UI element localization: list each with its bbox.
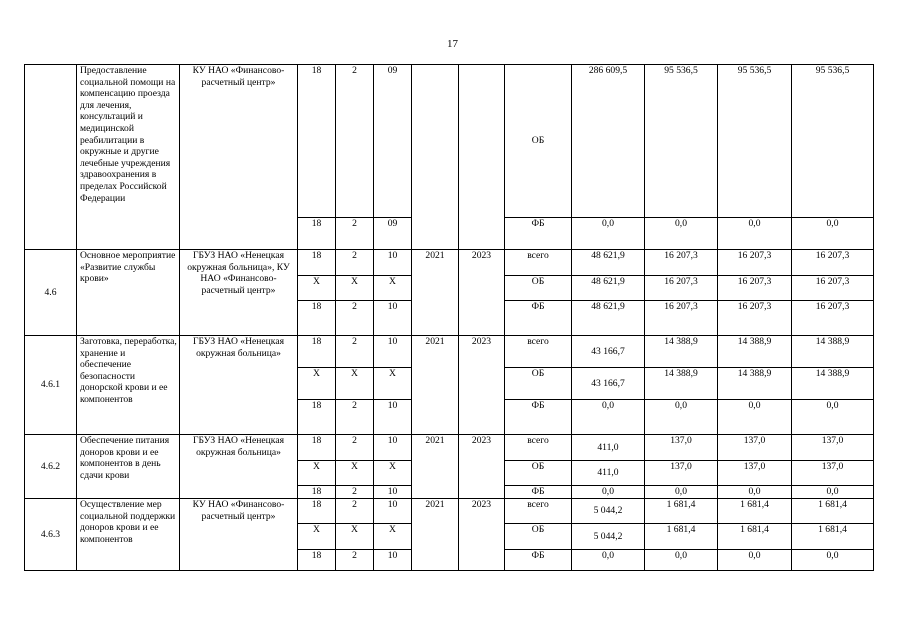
measure-name: Обеспечение питания доноров крови и ее компонентов в день сдачи крови bbox=[77, 435, 180, 499]
measure-name: Осуществление мер социальной поддержки доноров крови и ее компонентов bbox=[77, 499, 180, 571]
funding-source: ФБ bbox=[505, 550, 572, 571]
code-gp: X bbox=[298, 461, 336, 486]
code-gp: 18 bbox=[298, 499, 336, 524]
funding-source: ФБ bbox=[505, 486, 572, 499]
value-2023: 14 388,9 bbox=[792, 336, 874, 368]
responsible-executor: ГБУЗ НАО «Ненецкая окружная больница», КУ НАО «Финансово-расчетный центр» bbox=[180, 250, 298, 336]
value-total: 43 166,7 bbox=[572, 368, 645, 400]
code-om: 10 bbox=[374, 499, 412, 524]
value-total: 48 621,9 bbox=[572, 301, 645, 336]
responsible-executor: КУ НАО «Финансово-расчетный центр» bbox=[180, 499, 298, 571]
value-2022: 1 681,4 bbox=[718, 524, 792, 550]
value-total: 0,0 bbox=[572, 400, 645, 435]
value-total: 48 621,9 bbox=[572, 250, 645, 276]
funding-source: всего bbox=[505, 336, 572, 368]
value-2023: 0,0 bbox=[792, 400, 874, 435]
value-2022: 16 207,3 bbox=[718, 301, 792, 336]
measure-name: Предоставление социальной помощи на компенсацию проезда для лечения, консультаций и медицинской реабилитации в окружные и другие лечебные учреждения здравоохранения в пределах Российской Федерации bbox=[77, 65, 180, 250]
value-2023: 95 536,5 bbox=[792, 65, 874, 218]
value-2023: 16 207,3 bbox=[792, 250, 874, 276]
funding-source: ФБ bbox=[505, 218, 572, 250]
value-2021: 16 207,3 bbox=[645, 250, 718, 276]
code-pp: X bbox=[336, 276, 374, 301]
value-2021: 14 388,9 bbox=[645, 336, 718, 368]
value-2023: 137,0 bbox=[792, 461, 874, 486]
item-number-cell bbox=[25, 65, 77, 250]
funding-source: всего bbox=[505, 499, 572, 524]
year-end bbox=[459, 65, 505, 250]
code-pp: X bbox=[336, 524, 374, 550]
code-pp: 2 bbox=[336, 400, 374, 435]
value-2023: 137,0 bbox=[792, 435, 874, 461]
item-number: 4.6 bbox=[25, 250, 77, 336]
value-2021: 16 207,3 bbox=[645, 276, 718, 301]
code-pp: 2 bbox=[336, 218, 374, 250]
value-total: 48 621,9 bbox=[572, 276, 645, 301]
value-2022: 0,0 bbox=[718, 400, 792, 435]
code-om: 10 bbox=[374, 400, 412, 435]
value-2022: 16 207,3 bbox=[718, 276, 792, 301]
code-om: X bbox=[374, 276, 412, 301]
table-row bbox=[25, 499, 874, 524]
value-2023: 16 207,3 bbox=[792, 301, 874, 336]
value-2023: 0,0 bbox=[792, 218, 874, 250]
value-2022: 0,0 bbox=[718, 550, 792, 571]
value-2021: 137,0 bbox=[645, 461, 718, 486]
value-2023: 14 388,9 bbox=[792, 368, 874, 400]
value-2023: 1 681,4 bbox=[792, 524, 874, 550]
value-total: 0,0 bbox=[572, 550, 645, 571]
code-gp: 18 bbox=[298, 486, 336, 499]
code-gp: 18 bbox=[298, 65, 336, 218]
value-2021: 16 207,3 bbox=[645, 301, 718, 336]
value-total: 5 044,2 bbox=[572, 499, 645, 524]
value-2023: 1 681,4 bbox=[792, 499, 874, 524]
value-total: 411,0 bbox=[572, 461, 645, 486]
value-total: 5 044,2 bbox=[572, 524, 645, 550]
measure-name: Основное мероприятие «Развитие службы крови» bbox=[77, 250, 180, 336]
code-pp: 2 bbox=[336, 486, 374, 499]
responsible-executor: ГБУЗ НАО «Ненецкая окружная больница» bbox=[180, 336, 298, 435]
value-2022: 137,0 bbox=[718, 461, 792, 486]
item-number: 4.6.1 bbox=[25, 336, 77, 435]
code-pp: 2 bbox=[336, 499, 374, 524]
value-2023: 16 207,3 bbox=[792, 276, 874, 301]
code-gp: 18 bbox=[298, 301, 336, 336]
value-2021: 1 681,4 bbox=[645, 524, 718, 550]
value-total: 43 166,7 bbox=[572, 336, 645, 368]
page-number: 17 bbox=[447, 38, 458, 50]
value-2022: 137,0 bbox=[718, 435, 792, 461]
value-total: 411,0 bbox=[572, 435, 645, 461]
table-row bbox=[25, 336, 874, 368]
code-pp: 2 bbox=[336, 65, 374, 218]
table-row bbox=[25, 250, 874, 276]
code-om: 10 bbox=[374, 250, 412, 276]
code-om: X bbox=[374, 368, 412, 400]
responsible-executor: КУ НАО «Финансово-расчетный центр» bbox=[180, 65, 298, 250]
year-end: 2023 bbox=[459, 336, 505, 435]
value-2021: 95 536,5 bbox=[645, 65, 718, 218]
funding-source: ОБ bbox=[505, 65, 572, 218]
code-om: X bbox=[374, 524, 412, 550]
year-start: 2021 bbox=[412, 499, 459, 571]
value-2021: 0,0 bbox=[645, 400, 718, 435]
code-om: 10 bbox=[374, 435, 412, 461]
funding-source: ОБ bbox=[505, 276, 572, 301]
value-2021: 0,0 bbox=[645, 218, 718, 250]
table-row bbox=[25, 65, 874, 218]
table-row bbox=[25, 435, 874, 461]
budget-table bbox=[24, 64, 874, 571]
value-2022: 0,0 bbox=[718, 218, 792, 250]
value-total: 286 609,5 bbox=[572, 65, 645, 218]
year-start bbox=[412, 65, 459, 250]
year-start: 2021 bbox=[412, 435, 459, 499]
funding-source: ФБ bbox=[505, 400, 572, 435]
measure-name: Заготовка, переработка, хранение и обеспечение безопасности донорской крови и ее компонентов bbox=[77, 336, 180, 435]
value-total: 0,0 bbox=[572, 486, 645, 499]
code-om: X bbox=[374, 461, 412, 486]
funding-source: ОБ bbox=[505, 368, 572, 400]
item-number: 4.6.2 bbox=[25, 435, 77, 499]
funding-source: всего bbox=[505, 250, 572, 276]
code-om: 09 bbox=[374, 65, 412, 218]
value-total: 0,0 bbox=[572, 218, 645, 250]
code-gp: 18 bbox=[298, 336, 336, 368]
year-end: 2023 bbox=[459, 250, 505, 336]
value-2022: 14 388,9 bbox=[718, 336, 792, 368]
code-om: 10 bbox=[374, 336, 412, 368]
code-om: 10 bbox=[374, 486, 412, 499]
responsible-executor: ГБУЗ НАО «Ненецкая окружная больница» bbox=[180, 435, 298, 499]
value-2021: 14 388,9 bbox=[645, 368, 718, 400]
value-2022: 95 536,5 bbox=[718, 65, 792, 218]
code-gp: 18 bbox=[298, 218, 336, 250]
funding-source: ОБ bbox=[505, 461, 572, 486]
value-2022: 14 388,9 bbox=[718, 368, 792, 400]
code-pp: 2 bbox=[336, 336, 374, 368]
value-2021: 0,0 bbox=[645, 486, 718, 499]
funding-source: всего bbox=[505, 435, 572, 461]
code-om: 10 bbox=[374, 550, 412, 571]
code-gp: X bbox=[298, 368, 336, 400]
code-gp: 18 bbox=[298, 250, 336, 276]
year-end: 2023 bbox=[459, 435, 505, 499]
code-pp: 2 bbox=[336, 435, 374, 461]
code-om: 09 bbox=[374, 218, 412, 250]
value-2021: 0,0 bbox=[645, 550, 718, 571]
code-pp: X bbox=[336, 368, 374, 400]
value-2022: 0,0 bbox=[718, 486, 792, 499]
code-gp: 18 bbox=[298, 435, 336, 461]
code-pp: 2 bbox=[336, 550, 374, 571]
code-om: 10 bbox=[374, 301, 412, 336]
value-2022: 16 207,3 bbox=[718, 250, 792, 276]
code-gp: 18 bbox=[298, 550, 336, 571]
code-pp: X bbox=[336, 461, 374, 486]
funding-source: ФБ bbox=[505, 301, 572, 336]
year-start: 2021 bbox=[412, 250, 459, 336]
year-start: 2021 bbox=[412, 336, 459, 435]
code-gp: X bbox=[298, 276, 336, 301]
code-gp: 18 bbox=[298, 400, 336, 435]
value-2021: 1 681,4 bbox=[645, 499, 718, 524]
value-2023: 0,0 bbox=[792, 550, 874, 571]
item-number: 4.6.3 bbox=[25, 499, 77, 571]
code-pp: 2 bbox=[336, 250, 374, 276]
funding-source: ОБ bbox=[505, 524, 572, 550]
value-2023: 0,0 bbox=[792, 486, 874, 499]
year-end: 2023 bbox=[459, 499, 505, 571]
value-2021: 137,0 bbox=[645, 435, 718, 461]
code-gp: X bbox=[298, 524, 336, 550]
value-2022: 1 681,4 bbox=[718, 499, 792, 524]
code-pp: 2 bbox=[336, 301, 374, 336]
